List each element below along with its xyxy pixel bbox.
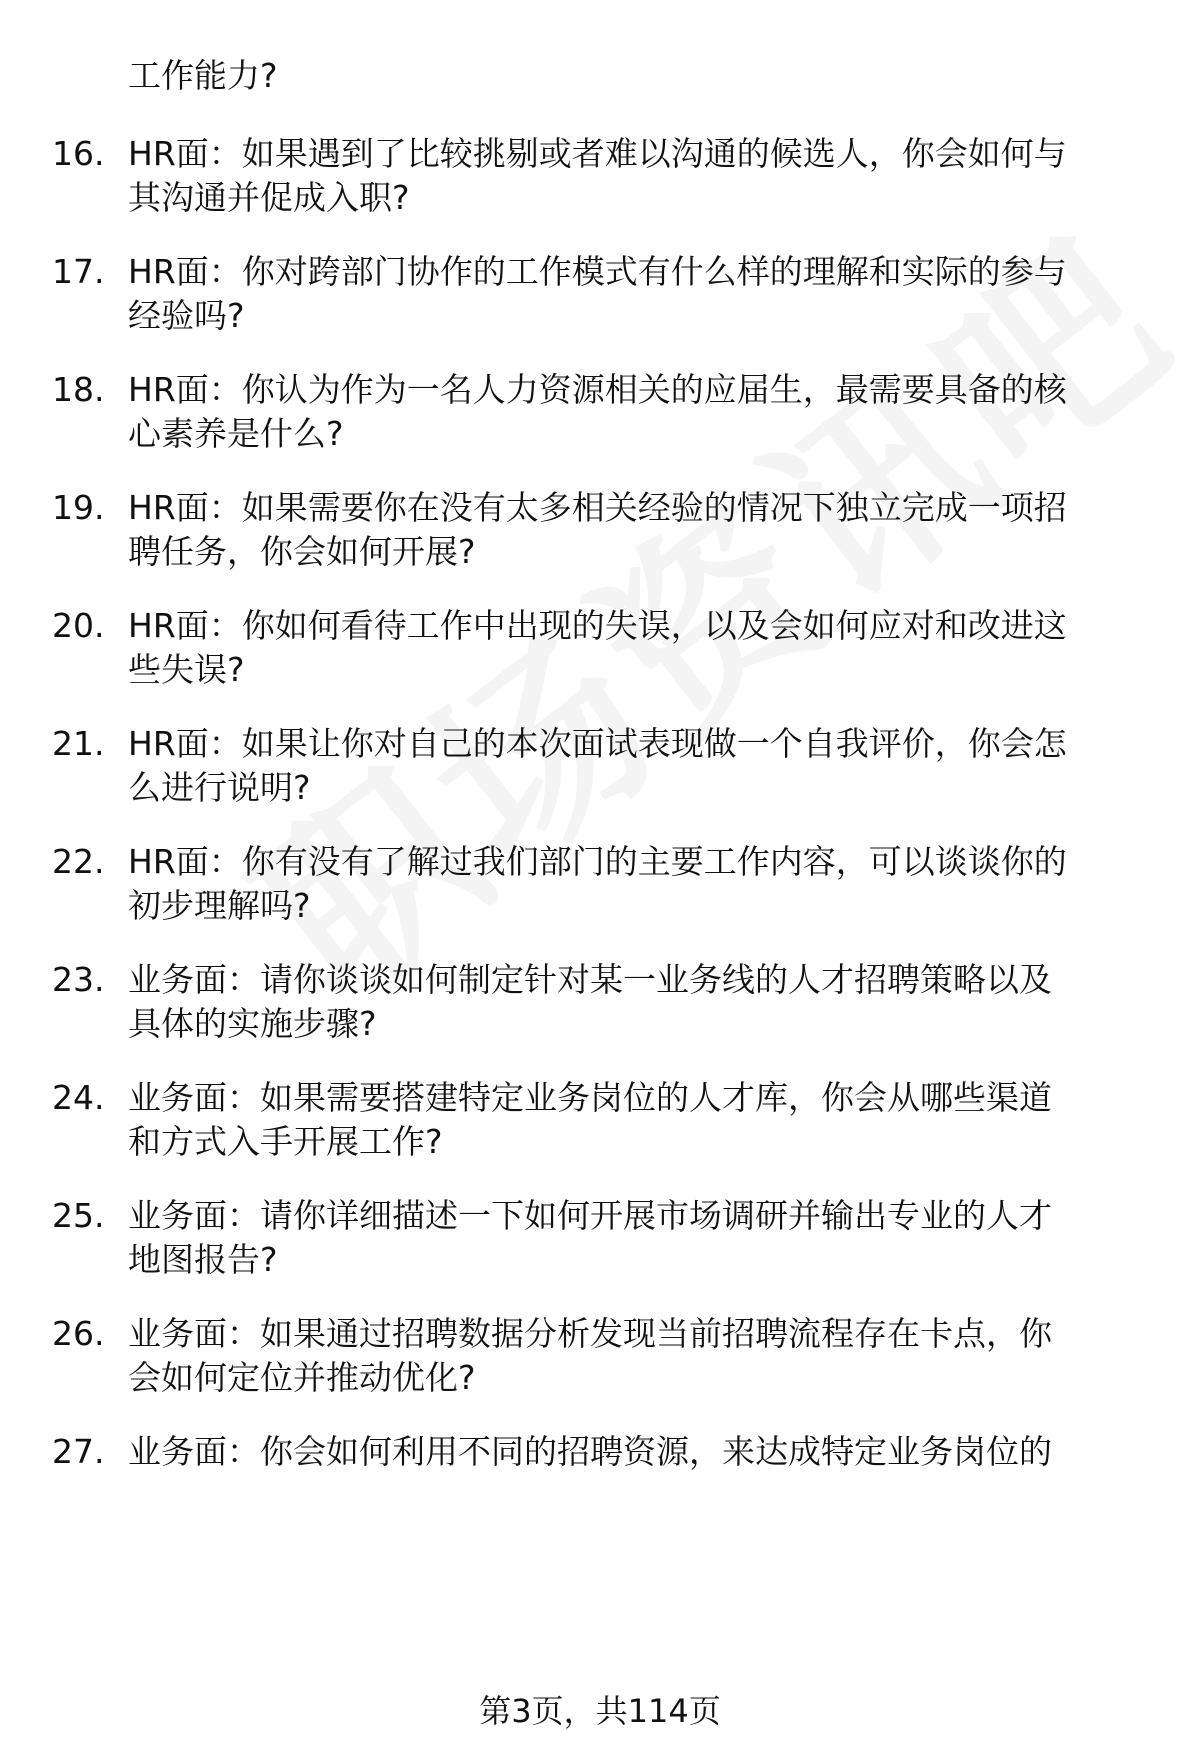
question-text: HR面：如果遇到了比较挑剔或者难以沟通的候选人，你会如何与 (128, 134, 1067, 173)
question-number: 22. (52, 842, 105, 881)
question-number: 26. (52, 1314, 105, 1353)
question-number: 18. (52, 370, 105, 409)
question-number: 20. (52, 606, 105, 645)
question-number: 27. (52, 1432, 105, 1471)
question-text: 初步理解吗? (128, 886, 311, 925)
question-text: 业务面：请你详细描述一下如何开展市场调研并输出专业的人才 (128, 1196, 1052, 1235)
question-text: 地图报告? (128, 1240, 278, 1279)
question-number: 16. (52, 134, 105, 173)
question-text: HR面：你有没有了解过我们部门的主要工作内容，可以谈谈你的 (128, 842, 1067, 881)
question-text: 经验吗? (128, 296, 245, 335)
question-text: 和方式入手开展工作? (128, 1122, 443, 1161)
question-text: 其沟通并促成入职? (128, 178, 410, 217)
question-text: 聘任务，你会如何开展? (128, 532, 476, 571)
page-footer: 第3页，共114页 (479, 1692, 721, 1730)
question-text: 么进行说明? (128, 768, 311, 807)
question-text: 业务面：你会如何利用不同的招聘资源，来达成特定业务岗位的 (128, 1432, 1052, 1471)
question-text: HR面：你对跨部门协作的工作模式有什么样的理解和实际的参与 (128, 252, 1067, 291)
question-text: 业务面：如果需要搭建特定业务岗位的人才库，你会从哪些渠道 (128, 1078, 1052, 1117)
question-number: 24. (52, 1078, 105, 1117)
question-text: 业务面：请你谈谈如何制定针对某一业务线的人才招聘策略以及 (128, 960, 1052, 999)
question-text: 心素养是什么? (128, 414, 344, 453)
question-text: HR面：如果让你对自己的本次面试表现做一个自我评价，你会怎 (128, 724, 1067, 763)
question-number: 23. (52, 960, 105, 999)
question-text: HR面：你如何看待工作中出现的失误，以及会如何应对和改进这 (128, 606, 1067, 645)
question-text: 业务面：如果通过招聘数据分析发现当前招聘流程存在卡点，你 (128, 1314, 1052, 1353)
question-text: 具体的实施步骤? (128, 1004, 377, 1043)
question-number: 19. (52, 488, 105, 527)
question-number: 25. (52, 1196, 105, 1235)
question-text: 些失误? (128, 650, 245, 689)
question-text: 会如何定位并推动优化? (128, 1358, 476, 1397)
question-number: 21. (52, 724, 105, 763)
question-text: 工作能力? (128, 56, 278, 95)
question-number: 17. (52, 252, 105, 291)
question-text: HR面：如果需要你在没有太多相关经验的情况下独立完成一项招 (128, 488, 1067, 527)
question-text: HR面：你认为作为一名人力资源相关的应届生，最需要具备的核 (128, 370, 1067, 409)
